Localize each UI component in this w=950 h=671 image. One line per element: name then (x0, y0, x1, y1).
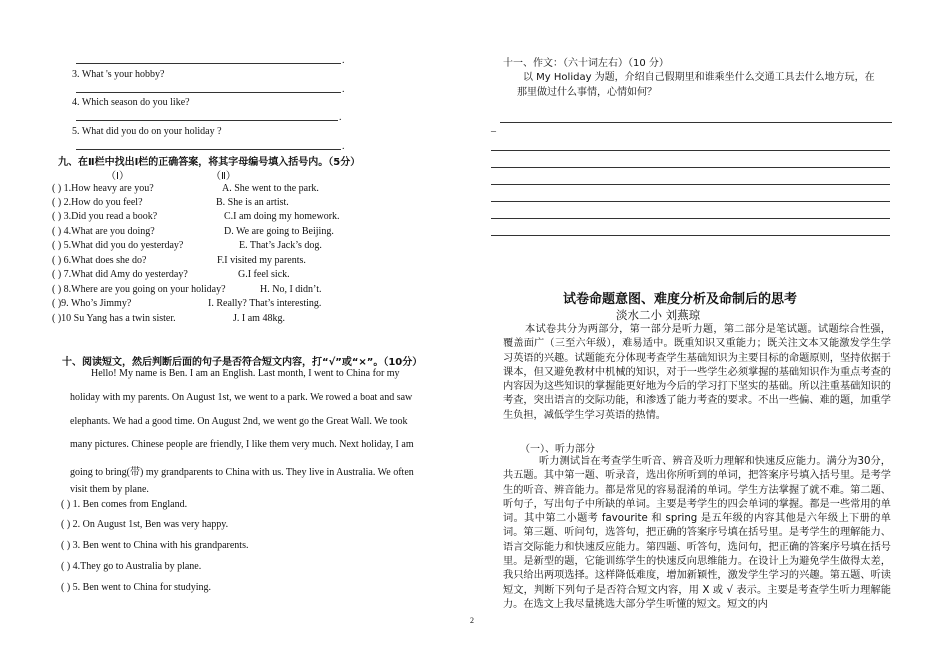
match-answer: H. No, I didn’t. (260, 284, 322, 295)
answer-line-3[interactable] (76, 92, 341, 93)
match-answer: I. Really? That’s interesting. (208, 298, 322, 309)
judgement-statement: ( ) 5. Ben went to China for studying. (61, 582, 211, 593)
passage-line: many pictures. Chinese people are friendly, I like them very much. Next holiday, I am (70, 439, 414, 450)
match-question: ( )9. Who’s Jimmy? (52, 298, 132, 309)
match-answer: D. We are going to Beijing. (224, 226, 334, 237)
passage-line: elephants. We had a good time. On August 2nd, we went go the Great Wall. We took (70, 416, 408, 427)
essay-line-dash: _ (491, 122, 496, 133)
essay-writing-line[interactable] (491, 218, 890, 219)
page-number: 2 (470, 616, 474, 625)
section11-prompt-line1: 以 My Holiday 为题，介绍自己假期里和谁乘坐什么交通工具去什么地方玩，在 (523, 72, 875, 83)
match-answer: G.I feel sick. (238, 269, 290, 280)
section11-prompt-line2: 那里做过什么事情，心情如何？ (517, 87, 657, 98)
answer-line-2[interactable] (76, 63, 341, 64)
question-5: 5. What did you do on your holiday ? (72, 126, 222, 137)
essay-writing-line[interactable] (491, 167, 890, 168)
period-mark: . (342, 55, 345, 66)
period-mark: . (342, 84, 345, 95)
essay-writing-line[interactable] (500, 122, 892, 123)
match-answer: J. I am 48kg. (233, 313, 285, 324)
match-question: ( ) 4.What are you doing? (52, 226, 155, 237)
judgement-statement: ( ) 2. On August 1st, Ben was very happy. (61, 519, 229, 530)
question-4: 4. Which season do you like? (72, 97, 190, 108)
match-question: ( ) 3.Did you read a book? (52, 211, 158, 222)
essay-writing-line[interactable] (491, 150, 890, 151)
section9-title: 九、在Ⅱ栏中找出Ⅰ栏的正确答案，将其字母编号填入括号内。（5分） (58, 157, 361, 168)
judgement-statement: ( ) 4.They go to Australia by plane. (61, 561, 202, 572)
judgement-statement: ( ) 1. Ben comes from England. (61, 499, 188, 510)
match-question: ( ) 7.What did Amy do yesterday? (52, 269, 188, 280)
essay-paragraph-2: 听力测试旨在考查学生听音、辨音及听力理解和快速反应能力。满分为30分，共五题。其中第一题、听录音，选出你所听到的单词，把答案序号填入括号里。是考学生的听音、辨音能力。都是常见的容易混淆的单词。学生方法掌握了就不难。第二题、听句子，写出句子中所缺的单词。主要是考学生的四会单词的掌握。都是一些常用的单词。其中第二小题考 favourite 和 spring 是五年级的内容其他是六年级上下册的单词。第三题、听问句，选答句，把正确的答案序号填在括号里。是考学生的理解能力、语言交际能力和快速反应能力。第四题、听答句，选问句，把正确的答案序号填在括号里。是新型的题，它能训练学生的快速反向思维能力。在设计上为避免学生做得太差，我只给出两项选择。这样降低难度，增加新颖性，激发学生学习的兴趣。第五题、听读短文，判断下列句子是否符合短文内容，用 X 或 √ 表示。主要是考查学生听力理解能力。在选文上我尽量挑选大部分学生听懂的短文。短文的内 (503, 456, 891, 610)
match-question: ( )10 Su Yang has a twin sister. (52, 313, 176, 324)
essay-author: 淡水二小 刘燕琼 (616, 308, 701, 322)
period-mark: . (342, 141, 345, 152)
passage-line: Hello! My name is Ben. I am an English. Last month, I went to China for my (91, 368, 400, 379)
match-question: ( ) 1.How heavy are you? (52, 183, 154, 194)
essay-paragraph-1: 本试卷共分为两部分，第一部分是听力题，第二部分是笔试题。试题综合性强，覆盖面广（三至六年级），难易适中。既重知识又重能力；既关注文本又能激发学生学习英语的兴趣。试题能充分体现考查学生基础知识为主要目标的命题原则，坚持依据于课本，但又避免教材中机械的知识，对于一些学生必须掌握的基础知识作为重点考查的内容因为这些知识的掌握能更好地为今后的学习打下坚实的基础。所以注重基础知识的考查，突出语言的交际功能，和渗透了能力考查的要求。不出一些偏、难的题，加重学生负担，减低学生学习英语的热情。 (503, 324, 891, 421)
passage-line: holiday with my parents. On August 1st, we went to a park. We rowed a boat and saw (70, 392, 413, 403)
passage-line: going to bring(带) my grandparents to China with us. They live in Australia. We often (70, 467, 414, 478)
match-answer: C.I am doing my homework. (224, 211, 340, 222)
match-answer: A. She went to the park. (222, 183, 319, 194)
match-answer: E. That’s Jack’s dog. (239, 240, 322, 251)
match-answer: F.I visited my parents. (217, 255, 306, 266)
section11-title: 十一、作文：（六十词左右）（10 分） (503, 58, 669, 69)
section9-col2-header: （Ⅱ） (211, 171, 236, 182)
listening-subheading: （一）、听力部分 (520, 444, 595, 455)
essay-writing-line[interactable] (491, 235, 890, 236)
answer-line-4[interactable] (76, 120, 338, 121)
match-question: ( ) 5.What did you do yesterday? (52, 240, 184, 251)
section9-col1-header: （Ⅰ） (106, 171, 129, 182)
essay-writing-line[interactable] (491, 201, 890, 202)
answer-line-5[interactable] (76, 149, 341, 150)
essay-title: 试卷命题意图、难度分析及命制后的思考 (563, 292, 798, 307)
match-question: ( ) 8.Where are you going on your holiday? (52, 284, 226, 295)
period-mark: . (339, 112, 342, 123)
section10-title: 十、阅读短文，然后判断后面的句子是否符合短文内容，打“√”或“×”。（10分） (62, 357, 423, 368)
match-answer: B. She is an artist. (216, 197, 289, 208)
passage-line: visit them by plane. (70, 484, 149, 495)
essay-writing-line[interactable] (491, 184, 890, 185)
question-3: 3. What 's your hobby? (72, 69, 165, 80)
match-question: ( ) 6.What does she do? (52, 255, 147, 266)
judgement-statement: ( ) 3. Ben went to China with his grandparents. (61, 540, 249, 551)
match-question: ( ) 2.How do you feel? (52, 197, 143, 208)
